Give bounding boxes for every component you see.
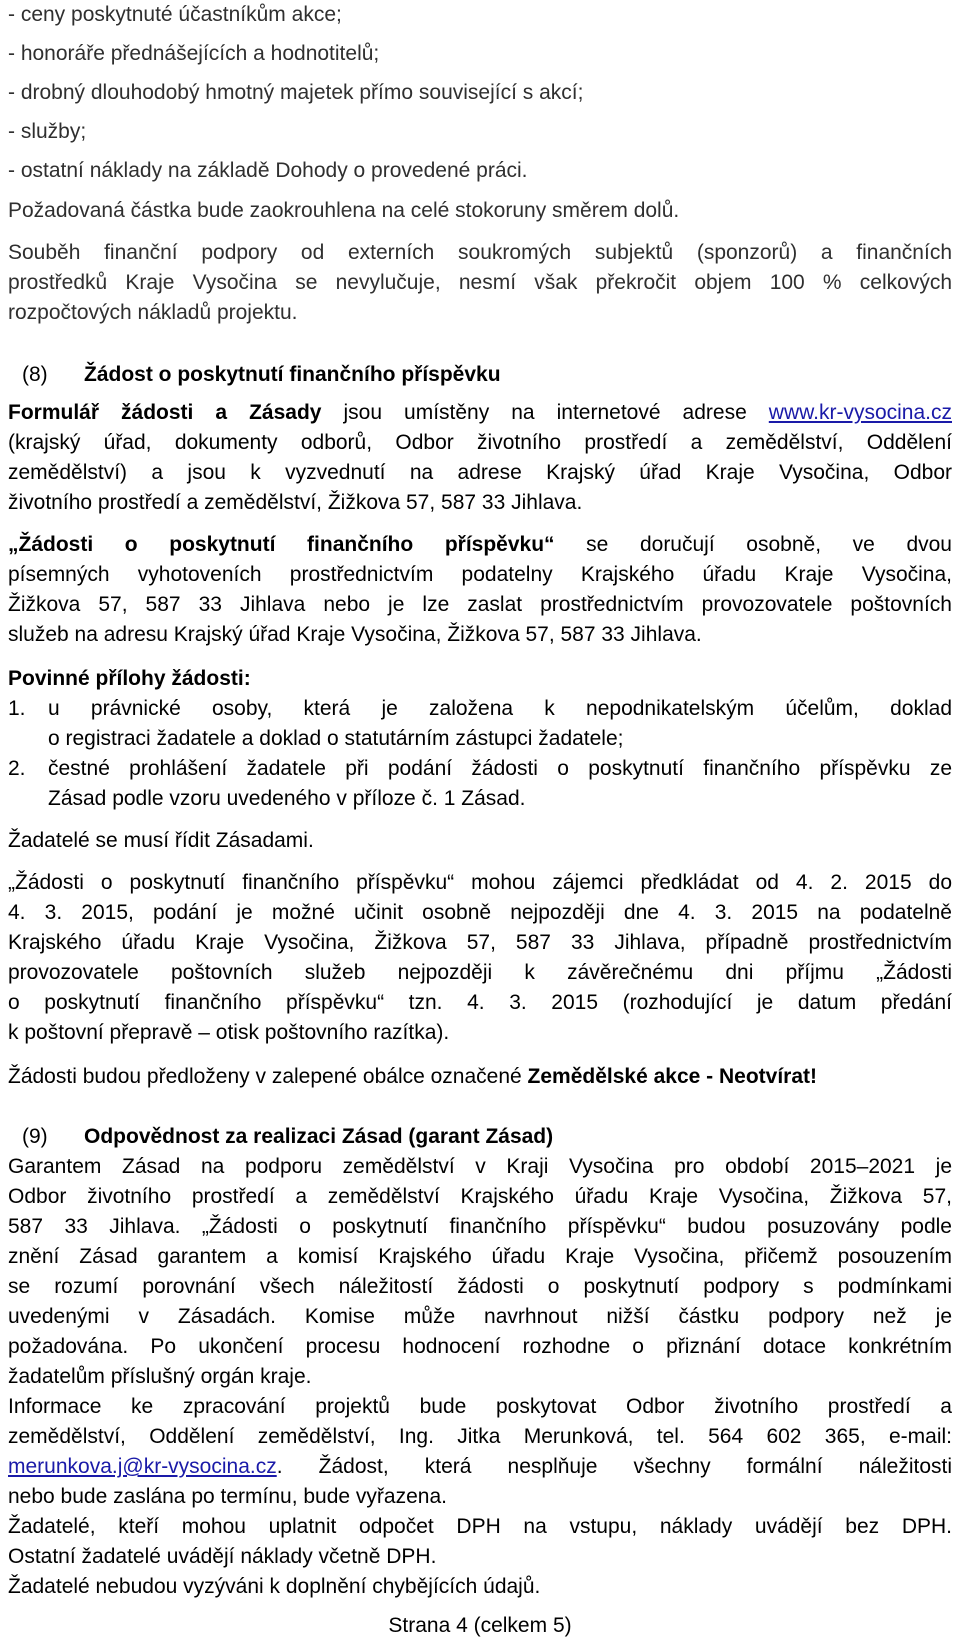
section-9-paragraph-line: žadatelům příslušný orgán kraje.: [8, 1365, 312, 1388]
section-9-paragraph-line: se rozumí porovnání všech náležitostí žádosti o poskytnutí podpory s podmínkami: [8, 1275, 952, 1298]
vat-line: Žadatelé, kteří mohou uplatnit odpočet DPH na vstupu, náklady uvádějí bez DPH.: [8, 1515, 952, 1538]
list-item: - ceny poskytnuté účastníkům akce;: [8, 3, 342, 26]
dates-line: 4. 3. 2015, podání je možné učinit osobně nejpozději dne 4. 3. 2015 na podatelně: [8, 901, 952, 924]
attachment-number: 2.: [8, 757, 26, 780]
cofunding-line: rozpočtových nákladů projektu.: [8, 301, 298, 324]
dates-line: Krajského úřadu Kraje Vysočina, Žižkova 57, 587 33 Jihlava, případně prostřednictvím: [8, 931, 952, 954]
section-9-paragraph-line: 587 33 Jihlava. „Žádosti o poskytnutí finančního příspěvku“ budou posuzovány podle: [8, 1215, 952, 1238]
website-link[interactable]: www.kr-vysocina.cz: [768, 401, 952, 424]
page-footer: Strana 4 (celkem 5): [388, 1614, 572, 1637]
section-8-paragraph-2-line: služeb na adresu Krajský úřad Kraje Vysočina, Žižkova 57, 587 33 Jihlava.: [8, 623, 702, 646]
envelope-label: Zemědělské akce - Neotvírat!: [527, 1065, 818, 1088]
section-9-paragraph-line: Garantem Zásad na podporu zemědělství v Kraji Vysočina pro období 2015–2021 je: [8, 1155, 952, 1178]
section-9-paragraph-line: uvedenými v Zásadách. Komise může navrhnout nižší částku podpory než je: [8, 1305, 952, 1328]
envelope-note: [8, 1062, 817, 1092]
section-8-paragraph-1-line: zemědělství) a jsou k vyzvednutí na adrese Krajský úřad Kraje Vysočina, Odbor: [8, 461, 952, 484]
section-8-paragraph-2-line: [8, 530, 952, 560]
application-title-bold: „Žádosti o poskytnutí finančního příspěvku“: [8, 533, 555, 556]
section-9-number: (9): [22, 1125, 48, 1148]
section-8-paragraph-2-line: Žižkova 57, 587 33 Jihlava nebo je lze zaslat prostřednictvím provozovatele poštovních: [8, 593, 952, 616]
section-8-paragraph-1-line: životního prostředí a zemědělství, Žižkova 57, 587 33 Jihlava.: [8, 491, 583, 514]
list-item: - služby;: [8, 120, 87, 143]
attachments-title: Povinné přílohy žádosti:: [8, 667, 251, 690]
section-8-paragraph-1-line: (krajský úřad, dokumenty odborů, Odbor životního prostředí a zemědělství, Oddělení: [8, 431, 952, 454]
email-link[interactable]: merunkova.j@kr-vysocina.cz: [8, 1455, 277, 1478]
attachment-line: o registraci žadatele a doklad o statutárním zástupci žadatele;: [48, 727, 624, 750]
dates-line: provozovatele poštovních služeb nejpozději k závěrečnému dni příjmu „Žádosti: [8, 961, 952, 984]
contact-line: zemědělství, Oddělení zemědělství, Ing. Jitka Merunková, tel. 564 602 365, e-mail:: [8, 1425, 952, 1448]
section-8-paragraph-2-line: písemných vyhotoveních prostřednictvím podatelny Krajského úřadu Kraje Vysočina,: [8, 563, 952, 586]
contact-line: nebo bude zaslána po termínu, bude vyřazena.: [8, 1485, 447, 1508]
follow-rules-note: Žadatelé se musí řídit Zásadami.: [8, 829, 314, 852]
dates-line: o poskytnutí finančního příspěvku“ tzn. 4. 3. 2015 (rozhodující je datum předání: [8, 991, 952, 1014]
dates-line: k poštovní přepravě – otisk poštovního razítka).: [8, 1021, 450, 1044]
paragraph-text: jsou umístěny na internetové adrese: [321, 401, 769, 424]
attachment-line: u právnické osoby, která je založena k nepodnikatelským účelům, doklad: [48, 697, 952, 720]
form-and-rules-label: Formulář žádosti a Zásady: [8, 401, 322, 424]
section-8-paragraph-1-line: [8, 398, 952, 428]
paragraph-text: Žádosti budou předloženy v zalepené obálce označené: [8, 1065, 528, 1088]
section-9-paragraph-line: požadována. Po ukončení procesu hodnocení rozhodne o přiznání dotace konkrétním: [8, 1335, 952, 1358]
dates-line: „Žádosti o poskytnutí finančního příspěvku“ mohou zájemci předkládat od 4. 2. 2015 do: [8, 871, 952, 894]
attachment-number: 1.: [8, 697, 26, 720]
list-item: - honoráře přednášejících a hodnotitelů;: [8, 42, 380, 65]
contact-line: Informace ke zpracování projektů bude poskytovat Odbor životního prostředí a: [8, 1395, 952, 1418]
cofunding-line: Souběh finanční podpory od externích soukromých subjektů (sponzorů) a finančních: [8, 241, 952, 264]
attachment-line: Zásad podle vzoru uvedeného v příloze č. 1 Zásad.: [48, 787, 526, 810]
section-9-title: Odpovědnost za realizaci Zásad (garant Zásad): [84, 1125, 554, 1148]
attachment-line: čestné prohlášení žadatele při podání žádosti o poskytnutí finančního příspěvku ze: [48, 757, 952, 780]
section-9-paragraph-line: Odbor životního prostředí a zemědělství Krajského úřadu Kraje Vysočina, Žižkova 57,: [8, 1185, 952, 1208]
vat-line: Ostatní žadatelé uvádějí náklady včetně DPH.: [8, 1545, 437, 1568]
rounding-note: Požadovaná částka bude zaokrouhlena na celé stokoruny směrem dolů.: [8, 199, 680, 222]
no-followup-note: Žadatelé nebudou vyzýváni k doplnění chybějících údajů.: [8, 1575, 541, 1598]
contact-line: [8, 1452, 952, 1482]
section-8-number: (8): [22, 363, 48, 386]
list-item: - ostatní náklady na základě Dohody o provedené práci.: [8, 159, 528, 182]
section-8-title: Žádost o poskytnutí finančního příspěvku: [84, 363, 501, 386]
section-9-paragraph-line: znění Zásad garantem a komisí Krajského úřadu Kraje Vysočina, přičemž posouzením: [8, 1245, 952, 1268]
paragraph-text: . Žádost, která nesplňuje všechny formální náležitosti: [276, 1455, 952, 1478]
paragraph-text: se doručují osobně, ve dvou: [554, 533, 952, 556]
list-item: - drobný dlouhodobý hmotný majetek přímo související s akcí;: [8, 81, 584, 104]
cofunding-line: prostředků Kraje Vysočina se nevylučuje, nesmí však překročit objem 100 % celkových: [8, 271, 952, 294]
